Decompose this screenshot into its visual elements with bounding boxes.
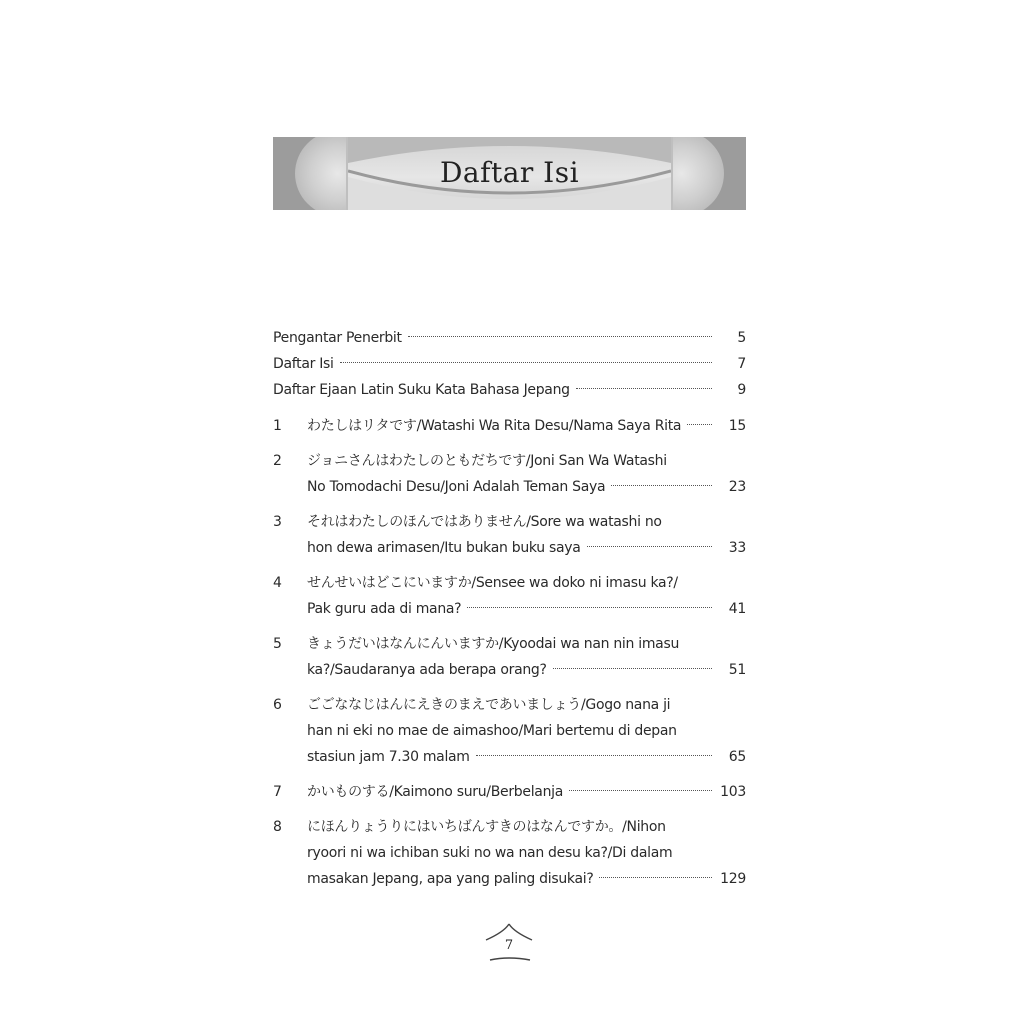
chapter-title-line: それはわたしのほんではありません/Sore wa watashi no bbox=[307, 514, 662, 530]
dot-leader bbox=[408, 335, 712, 337]
toc-entry bbox=[273, 325, 746, 351]
toc-page-number: 65 bbox=[728, 749, 746, 765]
dot-leader bbox=[611, 484, 712, 486]
chapter-text bbox=[307, 570, 746, 622]
toc-entry-line bbox=[273, 351, 746, 377]
toc-entry bbox=[273, 351, 746, 377]
toc-chapters bbox=[273, 413, 746, 892]
toc-chapter-entry bbox=[273, 631, 746, 683]
dot-leader bbox=[476, 754, 712, 756]
toc-page-number: 51 bbox=[728, 662, 746, 678]
chapter-text bbox=[307, 413, 746, 439]
chapter-number: 6 bbox=[273, 697, 282, 713]
toc-entry-title: Daftar Isi bbox=[273, 356, 334, 372]
toc-entry-line bbox=[273, 377, 746, 403]
dot-leader bbox=[340, 361, 712, 363]
chapter-number: 3 bbox=[273, 514, 282, 530]
toc-chapter-entry bbox=[273, 509, 746, 561]
chapter-title-last-line bbox=[307, 596, 746, 622]
chapter-title-line: きょうだいはなんにんいますか/Kyoodai wa nan nin imasu bbox=[307, 636, 680, 652]
toc-entry-title: Daftar Ejaan Latin Suku Kata Bahasa Jepang bbox=[273, 382, 570, 398]
footer-page-mark bbox=[482, 920, 536, 966]
chapter-text bbox=[307, 631, 746, 683]
toc-page-number: 15 bbox=[728, 418, 746, 434]
dot-leader bbox=[576, 387, 712, 389]
toc-chapter-entry bbox=[273, 779, 746, 805]
chapter-title-last-line bbox=[307, 779, 746, 805]
chapter-title-line: にほんりょうりにはいちばんすきのはなんですか。/Nihon bbox=[307, 819, 666, 835]
dot-leader bbox=[599, 876, 712, 878]
toc-chapter-entry bbox=[273, 814, 746, 892]
chapter-title-end: masakan Jepang, apa yang paling disukai? bbox=[307, 871, 594, 887]
chapter-text bbox=[307, 692, 746, 770]
toc-page-number: 23 bbox=[728, 479, 746, 495]
chapter-title-last-line bbox=[307, 866, 746, 892]
chapter-title-line: ジョニさんはわたしのともだちです/Joni San Wa Watashi bbox=[307, 453, 667, 469]
chapter-number: 4 bbox=[273, 575, 282, 591]
page-number: 7 bbox=[504, 938, 514, 953]
chapter-title-end: Pak guru ada di mana? bbox=[307, 601, 462, 617]
table-of-contents bbox=[273, 325, 746, 892]
chapter-text bbox=[307, 779, 746, 805]
toc-front-matter bbox=[273, 325, 746, 403]
chapter-number: 2 bbox=[273, 453, 282, 469]
banner-left-ornament bbox=[273, 137, 346, 210]
toc-chapter-entry bbox=[273, 413, 746, 439]
chapter-title-last-line bbox=[307, 657, 746, 683]
chapter-title-line: ごごななじはんにえきのまえであいましょう/Gogo nana ji bbox=[307, 697, 671, 713]
chapter-title-last-line bbox=[307, 744, 746, 770]
chapter-title-line: ryoori ni wa ichiban suki no wa nan desu ka?/Di dalam bbox=[307, 845, 673, 861]
toc-page-number: 33 bbox=[728, 540, 746, 556]
banner-title-panel bbox=[348, 137, 671, 210]
chapter-title-line: han ni eki no mae de aimashoo/Mari bertemu di depan bbox=[307, 723, 677, 739]
chapter-title-end: No Tomodachi Desu/Joni Adalah Teman Saya bbox=[307, 479, 606, 495]
dot-leader bbox=[553, 667, 712, 669]
chapter-text bbox=[307, 814, 746, 892]
chapter-number: 5 bbox=[273, 636, 282, 652]
chapter-title-last-line bbox=[307, 535, 746, 561]
toc-page-number: 41 bbox=[728, 601, 746, 617]
chapter-title-line: せんせいはどこにいますか/Sensee wa doko ni imasu ka?/ bbox=[307, 575, 678, 591]
chapter-title-last-line bbox=[307, 474, 746, 500]
dot-leader bbox=[687, 423, 712, 425]
toc-page-number: 5 bbox=[737, 330, 746, 346]
chapter-title-end: ka?/Saudaranya ada berapa orang? bbox=[307, 662, 547, 678]
chapter-number: 1 bbox=[273, 418, 282, 434]
chapter-text bbox=[307, 509, 746, 561]
toc-page-number: 9 bbox=[737, 382, 746, 398]
chapter-text bbox=[307, 448, 746, 500]
toc-entry-title: Pengantar Penerbit bbox=[273, 330, 402, 346]
toc-chapter-entry bbox=[273, 692, 746, 770]
header-banner bbox=[273, 137, 746, 210]
chapter-title-end: hon dewa arimasen/Itu bukan buku saya bbox=[307, 540, 581, 556]
toc-chapter-entry bbox=[273, 448, 746, 500]
chapter-title-end: stasiun jam 7.30 malam bbox=[307, 749, 470, 765]
toc-entry bbox=[273, 377, 746, 403]
chapter-number: 7 bbox=[273, 784, 282, 800]
chapter-title-end: わたしはリタです/Watashi Wa Rita Desu/Nama Saya Rita bbox=[307, 418, 682, 434]
dot-leader bbox=[467, 606, 712, 608]
chapter-title-last-line bbox=[307, 413, 746, 439]
toc-chapter-entry bbox=[273, 570, 746, 622]
page-title: Daftar Isi bbox=[439, 156, 580, 189]
toc-page-number: 7 bbox=[737, 356, 746, 372]
chapter-title-end: かいものする/Kaimono suru/Berbelanja bbox=[307, 784, 564, 800]
dot-leader bbox=[587, 545, 712, 547]
toc-page-number: 103 bbox=[720, 784, 746, 800]
banner-right-ornament bbox=[673, 137, 746, 210]
dot-leader bbox=[569, 789, 712, 791]
toc-page-number: 129 bbox=[720, 871, 746, 887]
chapter-number: 8 bbox=[273, 819, 282, 835]
toc-entry-line bbox=[273, 325, 746, 351]
